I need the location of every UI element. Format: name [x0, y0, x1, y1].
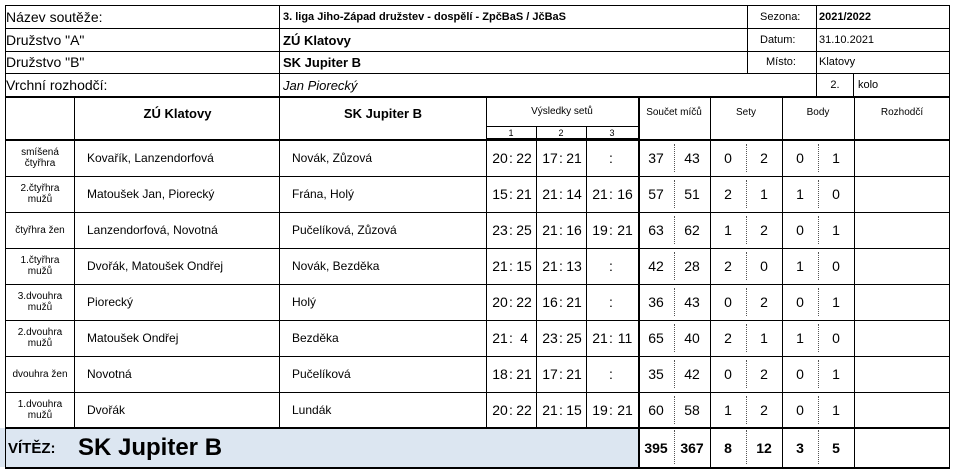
grid-line: [279, 96, 280, 428]
grid-dotted-line: [674, 180, 675, 208]
row-seta: 2: [724, 330, 732, 346]
row-mb: 62: [684, 222, 700, 238]
score-separator: :: [559, 402, 563, 418]
row-set-score: 15: [566, 402, 582, 418]
row-ma: 57: [648, 186, 664, 202]
score-separator: :: [559, 222, 563, 238]
grid-dotted-line: [818, 216, 819, 244]
round-label: kolo: [858, 79, 879, 91]
grid-line: [816, 5, 817, 97]
row-set-score: 16: [542, 294, 558, 310]
row-set-score: 19: [592, 222, 608, 238]
grid-dotted-line: [674, 288, 675, 316]
total-match-points-b: 5: [832, 440, 840, 456]
row-discipline: 1.dvouhra mužů: [17, 399, 63, 421]
round-value: 2.: [830, 79, 840, 91]
row-setb: 1: [760, 330, 768, 346]
row-set-score: [613, 356, 637, 392]
row-set-score: 18: [492, 366, 508, 382]
score-separator: :: [509, 294, 513, 310]
grid-dotted-line: [674, 396, 675, 424]
row-team-a-players: Dvořák, Matoušek Ondřej: [87, 259, 224, 273]
row-discipline: 3.dvouhra mužů: [17, 291, 63, 313]
grid-dotted-line: [674, 430, 675, 464]
competition-label: Název soutěže:: [6, 9, 103, 25]
col-team-b: SK Jupiter B: [343, 105, 422, 121]
row-team-a-players: Dvořák: [87, 403, 126, 417]
row-mb: 28: [684, 258, 700, 274]
grid-line: [486, 96, 487, 428]
grid-dotted-line: [818, 252, 819, 280]
grid-dotted-line: [674, 360, 675, 388]
date-label: Datum:: [760, 34, 796, 46]
row-ma: 36: [648, 294, 664, 310]
grid-line: [5, 427, 950, 429]
row-seta: 1: [724, 402, 732, 418]
row-pb: 0: [832, 258, 840, 274]
row-discipline: dvouhra žen: [12, 368, 68, 380]
row-set-score: 21: [592, 186, 608, 202]
row-pb: 1: [832, 402, 840, 418]
row-seta: 0: [724, 294, 732, 310]
grid-dotted-line: [674, 216, 675, 244]
col-sets: Sety: [735, 107, 756, 118]
row-set-score: 20: [492, 294, 508, 310]
row-setb: 1: [760, 186, 768, 202]
grid-line: [854, 96, 855, 468]
grid-line: [5, 284, 950, 285]
row-pb: 0: [832, 186, 840, 202]
row-set-score: 15: [492, 186, 508, 202]
row-setb: 2: [760, 402, 768, 418]
row-set-score: 23: [492, 222, 508, 238]
row-set-score: 21: [542, 186, 558, 202]
row-discipline: smíšená čtyřhra: [21, 147, 59, 169]
col-points: Body: [806, 107, 830, 118]
grid-line: [5, 28, 950, 29]
row-set-score: 25: [516, 222, 532, 238]
team-b-value: SK Jupiter B: [283, 54, 362, 70]
col-points-sum: Součet míčů: [646, 107, 702, 118]
score-separator: :: [559, 258, 563, 274]
row-ma: 37: [648, 150, 664, 166]
row-set-score: 21: [617, 402, 633, 418]
score-separator: :: [509, 330, 513, 346]
grid-dotted-line: [674, 144, 675, 172]
score-separator: :: [559, 294, 563, 310]
grid-dotted-line: [746, 144, 747, 172]
score-separator: :: [509, 222, 513, 238]
row-set-score: 22: [516, 150, 532, 166]
grid-dotted-line: [746, 396, 747, 424]
row-set-score: 16: [566, 222, 582, 238]
grid-line: [5, 96, 950, 98]
row-pb: 1: [832, 366, 840, 382]
place-value: Klatovy: [819, 56, 856, 68]
grid-dotted-line: [746, 430, 747, 464]
score-separator: :: [609, 150, 613, 166]
score-separator: :: [509, 366, 513, 382]
grid-line: [5, 139, 950, 141]
grid-dotted-line: [818, 430, 819, 464]
grid-dotted-line: [746, 180, 747, 208]
row-team-b-players: Holý: [292, 295, 317, 309]
row-set-score: [613, 140, 637, 176]
row-set-score: 17: [542, 366, 558, 382]
row-setb: 2: [760, 366, 768, 382]
score-separator: :: [509, 186, 513, 202]
grid-line: [710, 96, 711, 468]
row-set-score: 20: [492, 402, 508, 418]
grid-line: [5, 176, 950, 177]
grid-line: [5, 320, 950, 321]
row-ma: 63: [648, 222, 664, 238]
row-seta: 2: [724, 258, 732, 274]
grid-line: [5, 467, 950, 469]
row-set-score: 19: [592, 402, 608, 418]
row-set-score: 14: [566, 186, 582, 202]
row-set-score: 21: [592, 330, 608, 346]
row-set-score: 23: [542, 330, 558, 346]
score-separator: :: [609, 294, 613, 310]
row-pb: 1: [832, 294, 840, 310]
row-mb: 43: [684, 150, 700, 166]
row-mb: 40: [684, 330, 700, 346]
total-sets-a: 8: [724, 440, 732, 456]
competition-value: 3. liga Jiho-Západ družstev - dospělí - ZpčBaS / JčBaS: [283, 11, 567, 23]
row-seta: 1: [724, 222, 732, 238]
score-separator: :: [559, 330, 563, 346]
grid-line: [5, 392, 950, 393]
row-setb: 2: [760, 222, 768, 238]
row-team-a-players: Novotná: [87, 367, 132, 381]
row-setb: 2: [760, 150, 768, 166]
total-sets-b: 12: [756, 440, 772, 456]
row-set-score: 16: [617, 186, 633, 202]
grid-line: [74, 96, 75, 428]
col-set-1: 1: [508, 128, 514, 138]
row-set-score: 20: [492, 150, 508, 166]
row-team-b-players: Novák, Bezděka: [292, 259, 380, 273]
row-team-a-players: Piorecký: [87, 295, 134, 309]
row-setb: 2: [760, 294, 768, 310]
grid-line: [949, 5, 950, 468]
grid-dotted-line: [818, 180, 819, 208]
score-separator: :: [609, 222, 613, 238]
referee-label: Vrchní rozhodčí:: [6, 77, 108, 93]
row-pa: 0: [796, 150, 804, 166]
row-discipline: 1.čtyřhra mužů: [20, 255, 60, 277]
row-team-a-players: Lanzendorfová, Novotná: [87, 223, 218, 237]
grid-dotted-line: [818, 396, 819, 424]
row-set-score: 21: [566, 294, 582, 310]
score-separator: :: [559, 150, 563, 166]
row-team-b-players: Pučelíková, Zůzová: [292, 223, 397, 237]
score-separator: :: [609, 330, 613, 346]
row-pa: 1: [796, 330, 804, 346]
row-team-b-players: Lundák: [292, 403, 332, 417]
row-mb: 51: [684, 186, 700, 202]
grid-dotted-line: [746, 324, 747, 352]
row-set-score: 11: [617, 330, 633, 346]
grid-dotted-line: [674, 324, 675, 352]
row-mb: 42: [684, 366, 700, 382]
row-team-b-players: Novák, Zůzová: [292, 151, 373, 165]
row-mb: 43: [684, 294, 700, 310]
winner-label: VÍTĚZ:: [8, 439, 56, 457]
row-team-b-players: Bezděka: [292, 331, 339, 345]
col-set-2: 2: [558, 128, 564, 138]
grid-line: [5, 212, 950, 213]
row-discipline: čtyřhra žen: [15, 224, 65, 236]
score-separator: :: [609, 366, 613, 382]
row-pa: 0: [796, 222, 804, 238]
col-sets-results: Výsledky setů: [531, 106, 593, 117]
grid-line: [536, 126, 537, 428]
grid-line: [586, 126, 587, 428]
grid-dotted-line: [674, 252, 675, 280]
grid-dotted-line: [746, 216, 747, 244]
row-set-score: 17: [542, 150, 558, 166]
row-set-score: 22: [516, 402, 532, 418]
row-team-a-players: Matoušek Ondřej: [87, 331, 179, 345]
grid-dotted-line: [746, 252, 747, 280]
row-seta: 0: [724, 366, 732, 382]
row-ma: 42: [648, 258, 664, 274]
row-discipline: 2.dvouhra mužů: [17, 327, 63, 349]
row-pa: 0: [796, 366, 804, 382]
row-set-score: 4: [520, 330, 528, 346]
score-separator: :: [509, 402, 513, 418]
place-label: Místo:: [766, 56, 796, 68]
row-pb: 1: [832, 150, 840, 166]
score-separator: :: [609, 402, 613, 418]
grid-dotted-line: [818, 288, 819, 316]
season-value: 2021/2022: [819, 11, 871, 23]
row-mb: 58: [684, 402, 700, 418]
col-set-3: 3: [609, 128, 615, 138]
team-a-value: ZÚ Klatovy: [283, 32, 351, 48]
row-set-score: [613, 284, 637, 320]
winner-value: SK Jupiter B: [78, 434, 223, 461]
row-seta: 0: [724, 150, 732, 166]
score-separator: :: [559, 366, 563, 382]
row-set-score: 21: [516, 366, 532, 382]
grid-line: [853, 74, 854, 96]
team-a-label: Družstvo "A": [6, 32, 85, 48]
row-set-score: 13: [566, 258, 582, 274]
row-team-b-players: Frána, Holý: [292, 187, 355, 201]
score-separator: :: [609, 186, 613, 202]
row-set-score: 21: [492, 258, 508, 274]
row-set-score: 21: [542, 402, 558, 418]
row-seta: 2: [724, 186, 732, 202]
row-set-score: 21: [542, 222, 558, 238]
row-team-a-players: Matoušek Jan, Piorecký: [87, 187, 215, 201]
row-ma: 65: [648, 330, 664, 346]
grid-line: [5, 73, 950, 74]
score-separator: :: [609, 258, 613, 274]
row-set-score: 22: [516, 294, 532, 310]
grid-line: [5, 5, 950, 6]
row-discipline: 2.čtyřhra mužů: [20, 183, 60, 205]
row-ma: 35: [648, 366, 664, 382]
total-points-b: 367: [680, 440, 704, 456]
row-set-score: 21: [492, 330, 508, 346]
total-points-a: 395: [644, 440, 668, 456]
col-referee: Rozhodčí: [880, 107, 924, 118]
row-set-score: 21: [542, 258, 558, 274]
grid-line: [638, 96, 640, 468]
grid-dotted-line: [818, 360, 819, 388]
grid-line: [279, 5, 280, 97]
row-team-a-players: Kovařík, Lanzendorfová: [87, 151, 214, 165]
total-match-points-a: 3: [796, 440, 804, 456]
row-pa: 0: [796, 402, 804, 418]
row-set-score: 21: [566, 366, 582, 382]
row-set-score: 21: [516, 186, 532, 202]
row-set-score: 25: [566, 330, 582, 346]
row-pa: 0: [796, 294, 804, 310]
grid-line: [5, 51, 950, 52]
season-label: Sezona:: [760, 11, 801, 23]
grid-line: [5, 248, 950, 249]
row-set-score: 21: [566, 150, 582, 166]
row-setb: 0: [760, 258, 768, 274]
row-ma: 60: [648, 402, 664, 418]
col-team-a: ZÚ Klatovy: [143, 105, 212, 121]
row-set-score: [613, 248, 637, 284]
grid-dotted-line: [818, 144, 819, 172]
score-separator: :: [509, 258, 513, 274]
row-set-score: 21: [617, 222, 633, 238]
row-pa: 1: [796, 186, 804, 202]
score-separator: :: [509, 150, 513, 166]
referee-value: Jan Piorecký: [283, 77, 358, 93]
grid-line: [782, 96, 783, 468]
grid-line: [747, 5, 748, 74]
grid-dotted-line: [746, 360, 747, 388]
grid-line: [5, 5, 6, 468]
row-set-score: 15: [516, 258, 532, 274]
row-team-b-players: Pučelíková: [292, 367, 351, 381]
row-pa: 1: [796, 258, 804, 274]
row-pb: 0: [832, 330, 840, 346]
grid-dotted-line: [746, 288, 747, 316]
score-separator: :: [559, 186, 563, 202]
grid-line: [486, 126, 638, 127]
grid-dotted-line: [818, 324, 819, 352]
team-b-label: Družstvo "B": [6, 54, 85, 70]
grid-line: [5, 356, 950, 357]
row-pb: 1: [832, 222, 840, 238]
date-value: 31.10.2021: [819, 34, 875, 46]
